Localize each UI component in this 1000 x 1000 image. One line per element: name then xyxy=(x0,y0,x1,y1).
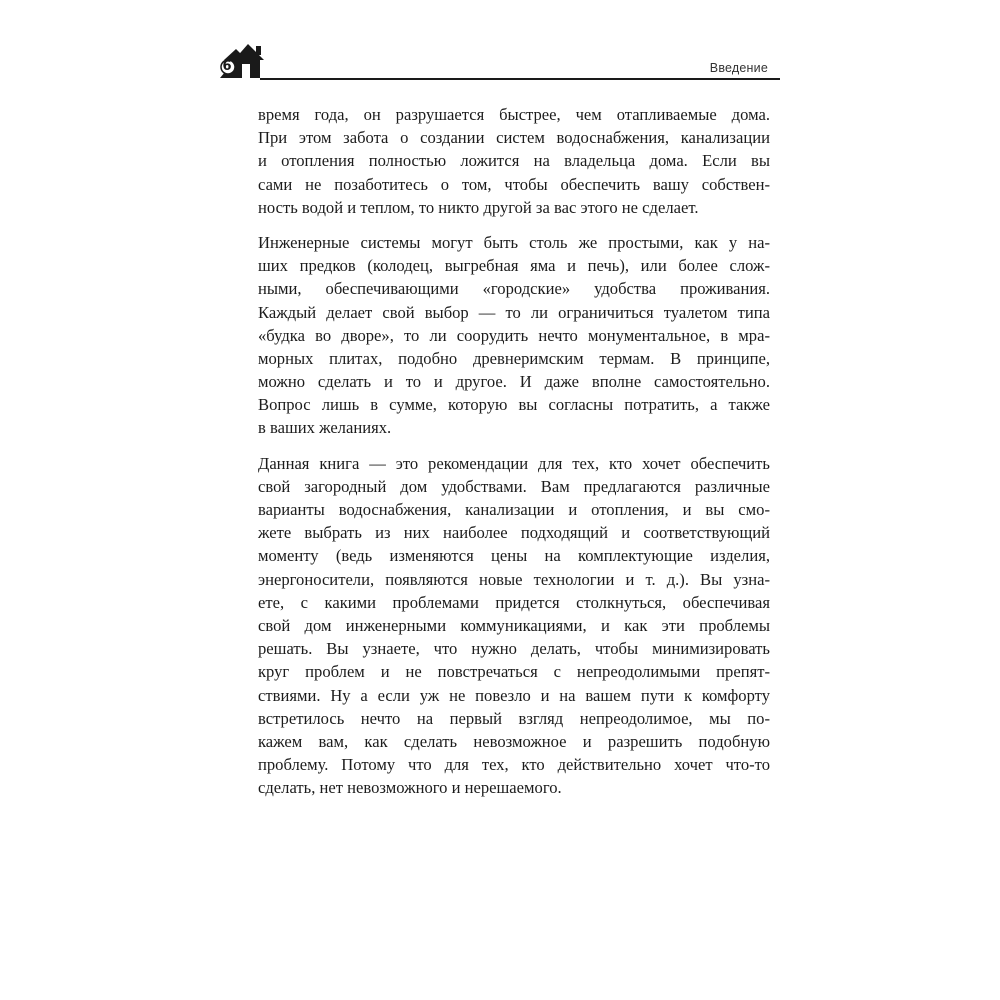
running-title: Введение xyxy=(709,61,768,75)
page-header xyxy=(220,40,780,82)
header-rule xyxy=(260,78,780,80)
text-line: моменту (ведь изменяются цены на комплектующие изделия, xyxy=(258,546,770,566)
text-line: ность водой и теплом, то никто другой за вас этого не сделает. xyxy=(258,197,699,217)
text-line: «будка во дворе», то ли соорудить нечто монументальное, в мра- xyxy=(258,325,770,345)
text-line: свой загородный дом удобствами. Вам предлагаются различные xyxy=(258,476,770,496)
text-line: ших предков (колодец, выгребная яма и печь), или более слож- xyxy=(258,256,770,276)
text-line: кажем вам, как сделать невозможное и разрешить подобную xyxy=(258,731,770,751)
paragraph-1 xyxy=(258,103,770,219)
page-number: 6 xyxy=(222,59,232,74)
text-line: круг проблем и не повстречаться с непреодолимыми препят- xyxy=(258,662,770,682)
text-line: время года, он разрушается быстрее, чем отапливаемые дома. xyxy=(258,105,770,124)
text-line: ете, с какими проблемами придется столкнуться, обеспечивая xyxy=(258,592,770,612)
text-line: сделать, нет невозможного и нерешаемого. xyxy=(258,778,562,798)
text-line: сами не позаботитесь о том, чтобы обеспечить вашу собствен- xyxy=(258,174,770,194)
text-line: можно сделать и то и другое. И даже вполне самостоятельно. xyxy=(258,372,770,392)
text-line: в ваших желаниях. xyxy=(258,418,392,438)
text-line: ными, обеспечивающими «городские» удобства проживания. xyxy=(258,279,770,299)
text-line: Каждый делает свой выбор — то ли ограничиться туалетом типа xyxy=(258,302,770,322)
text-line: энергоносители, появляются новые технологии и т. д.). Вы узна- xyxy=(258,569,770,589)
text-line: ствиями. Ну а если уж не повезло и на вашем пути к комфорту xyxy=(258,685,770,705)
text-line: морных плитах, подобно древнеримским термам. В принципе, xyxy=(258,348,770,368)
body-text xyxy=(258,103,770,811)
text-line: решать. Вы узнаете, что нужно делать, чтобы минимизировать xyxy=(258,639,770,659)
text-line: проблему. Потому что для тех, кто действительно хочет что-то xyxy=(258,755,770,775)
text-line: жете выбрать из них наиболее подходящий и соответствующий xyxy=(258,523,770,543)
text-line: Инженерные системы могут быть столь же простыми, как у на- xyxy=(258,232,770,252)
text-line: варианты водоснабжения, канализации и отопления, и вы смо- xyxy=(258,500,770,519)
text-line: Вопрос лишь в сумме, которую вы согласны потратить, а также xyxy=(258,395,770,415)
text-line: свой дом инженерными коммуникациями, и как эти проблемы xyxy=(258,615,770,635)
paragraph-3 xyxy=(258,452,770,800)
text-line: При этом забота о создании систем водоснабжения, канализации xyxy=(258,128,770,148)
text-line: и отопления полностью ложится на владельца дома. Если вы xyxy=(258,151,770,171)
text-line: Данная книга — это рекомендации для тех, кто хочет обеспечить xyxy=(258,453,770,473)
text-line: встретилось нечто на первый взгляд непреодолимое, мы по- xyxy=(258,708,770,728)
paragraph-2 xyxy=(258,231,770,440)
